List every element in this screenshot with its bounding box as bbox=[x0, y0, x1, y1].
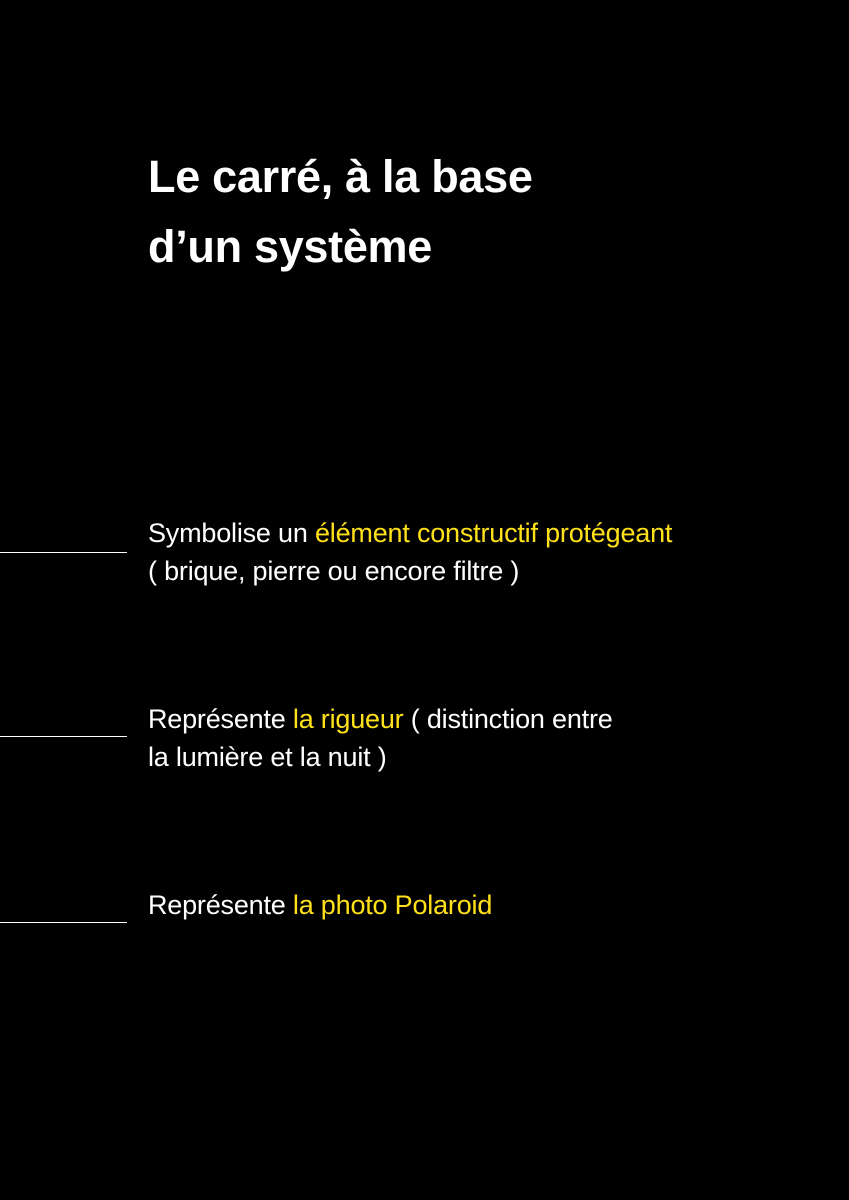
title-line-2: d’un système bbox=[148, 221, 433, 272]
item-1-rule bbox=[0, 552, 127, 553]
item-1-pre: Symbolise un bbox=[148, 518, 315, 548]
item-1-line-2: ( brique, pierre ou encore filtre ) bbox=[148, 556, 520, 586]
item-2-rule bbox=[0, 736, 127, 737]
item-3-rule bbox=[0, 922, 127, 923]
item-2-text bbox=[148, 700, 838, 776]
page-title bbox=[148, 142, 533, 282]
item-3-highlight: la photo Polaroid bbox=[292, 890, 493, 920]
item-2-highlight: la rigueur bbox=[292, 704, 404, 734]
item-3-pre: Représente bbox=[148, 890, 293, 920]
item-2-line-2: la lumière et la nuit ) bbox=[148, 742, 387, 772]
item-2-pre: Représente bbox=[148, 704, 293, 734]
title-line-1: Le carré, à la base bbox=[148, 151, 533, 202]
item-1-line-1 bbox=[148, 514, 838, 552]
item-2-line-1 bbox=[148, 700, 838, 738]
item-1-text bbox=[148, 514, 838, 590]
item-3-text bbox=[148, 886, 838, 924]
item-1-highlight: élément constructif protégeant bbox=[314, 518, 673, 548]
item-2-post: ( distinction entre bbox=[403, 704, 613, 734]
item-3-line-1 bbox=[148, 886, 838, 924]
